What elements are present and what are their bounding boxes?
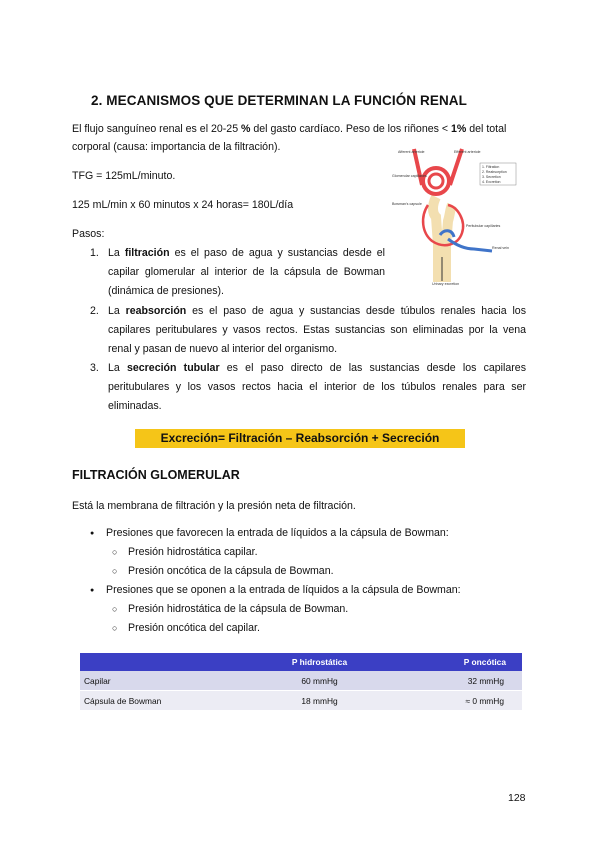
afferent-vessel	[414, 149, 422, 185]
subsection-title: FILTRACIÓN GLOMERULAR	[72, 468, 240, 482]
step-2: 2. La reabsorción es el paso de agua y sustancias desde túbulos renales hacia los capilares peritubulares y vasos rectos. Estas sustancias son eliminadas por la vena renal y pasan de nuevo al interior del organismo.	[90, 302, 526, 359]
step-number: 1.	[90, 247, 99, 259]
step-number: 2.	[90, 305, 99, 317]
section-heading: 2. MECANISMOS QUE DETERMINAN LA FUNCIÓN RENAL	[91, 93, 468, 108]
calc-text: 125 mL/min x 60 minutos x 24 horas= 180L/día	[72, 199, 294, 211]
efferent-vessel	[450, 149, 462, 185]
step-number: 3.	[90, 362, 99, 374]
table-cell: 60 mmHg	[238, 671, 401, 691]
step-3: 3. La secreción tubular es el paso directo de las sustancias desde los capilares peritubulares y los vasos rectos hacia el interior de los túbulos renales para ser eliminadas.	[90, 359, 526, 416]
label-afferent: Afferent arteriole	[398, 150, 425, 154]
legend-item: 4. Excretion	[482, 180, 501, 184]
step-1: 1. La filtración es el paso de agua y sustancias desde el capilar glomerular al interior de la cápsula de Bowman (dinámica de presiones).	[90, 244, 385, 301]
bullet-oppose: ● Presiones que se oponen a la entrada de líquidos a la cápsula de Bowman:	[90, 581, 530, 600]
renal-vein-shape	[448, 239, 492, 251]
pressure-table	[80, 653, 522, 711]
table-cell: 18 mmHg	[238, 691, 401, 711]
label-bowman: Bowman's capsule	[392, 202, 422, 206]
label-glomerular: Glomerular capillaries	[392, 174, 427, 178]
intro-line-2: corporal (causa: importancia de la filtración).	[72, 141, 281, 153]
table-cell: ≈ 0 mmHg	[401, 691, 522, 711]
glomerulus-shape	[423, 168, 449, 194]
sub-bullet: ○ Presión oncótica del capilar.	[112, 619, 530, 638]
glomerulus-inner	[429, 174, 443, 188]
label-renal-vein: Renal vein	[492, 246, 509, 250]
sub-bullet: ○ Presión hidrostática capilar.	[112, 543, 530, 562]
intro-line-1: El flujo sanguíneo renal es el 20-25 % del gasto cardíaco. Peso de los riñones < 1% del total	[72, 123, 507, 135]
bullet-favor: ● Presiones que favorecen la entrada de líquidos a la cápsula de Bowman:	[90, 524, 530, 543]
table-cell: 32 mmHg	[401, 671, 522, 691]
table-header-cell	[80, 653, 238, 671]
table-row	[80, 691, 522, 711]
filtration-intro: Está la membrana de filtración y la presión neta de filtración.	[72, 500, 356, 512]
legend-item: 3. Secretion	[482, 175, 501, 179]
sub-bullet: ○ Presión hidrostática de la cápsula de Bowman.	[112, 600, 530, 619]
label-urinary: Urinary excretion	[432, 282, 460, 286]
legend-item: 2. Reabsorption	[482, 170, 507, 174]
label-efferent: Efferent arteriole	[454, 150, 481, 154]
table-cell: Cápsula de Bowman	[80, 691, 238, 711]
formula-banner: Excreción= Filtración – Reabsorción + Secreción	[135, 429, 465, 448]
sub-bullet: ○ Presión oncótica de la cápsula de Bowman.	[112, 562, 530, 581]
table-header-cell: P hidrostática	[238, 653, 401, 671]
pressure-list	[90, 524, 530, 638]
label-peritubular: Peritubular capillaries	[466, 224, 501, 228]
table-header-row	[80, 653, 522, 671]
nephron-diagram	[392, 145, 518, 287]
page-number: 128	[508, 792, 526, 804]
tfg-text: TFG = 125mL/minuto.	[72, 170, 176, 182]
pasos-label: Pasos:	[72, 228, 105, 240]
legend-item: 1. Filtration	[482, 165, 500, 169]
table-row	[80, 671, 522, 691]
table-header-cell: P oncótica	[401, 653, 522, 671]
table-cell: Capilar	[80, 671, 238, 691]
nephron-illustration	[392, 145, 518, 287]
